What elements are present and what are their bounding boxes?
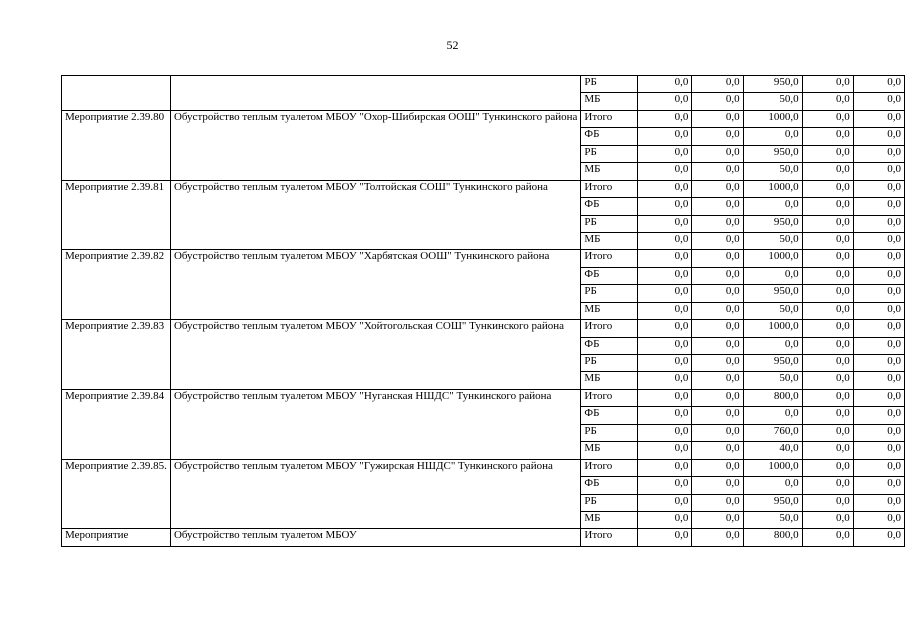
funding-source-cell: ФБ [581,337,638,354]
amount-cell: 0,0 [692,442,743,459]
amount-cell: 0,0 [802,389,853,406]
amount-cell: 0,0 [802,250,853,267]
description-text: Обустройство теплым туалетом МБОУ [173,529,357,542]
amount-cell: 0,0 [692,424,743,441]
amount-cell: 0,0 [853,128,904,145]
table-row [62,320,905,337]
amount-cell: 0,0 [692,511,743,528]
amount-cell: 0,0 [638,110,692,127]
amount-cell: 0,0 [802,494,853,511]
table-row [62,459,905,476]
amount-cell: 50,0 [743,93,802,110]
description-cell [170,320,580,390]
amount-cell: 0,0 [692,302,743,319]
table-row [62,110,905,127]
event-label: Мероприятие 2.39.82 [65,250,165,263]
funding-source-cell: МБ [581,511,638,528]
amount-cell: 0,0 [743,407,802,424]
event-cell [62,459,171,529]
event-cell [62,180,171,250]
event-label: Мероприятие [65,529,129,542]
amount-cell: 0,0 [638,477,692,494]
event-cell [62,76,171,111]
amount-cell: 0,0 [802,110,853,127]
amount-cell: 0,0 [802,442,853,459]
amount-cell: 0,0 [853,76,904,93]
amount-cell: 0,0 [853,110,904,127]
amount-cell: 0,0 [692,198,743,215]
table-row [62,389,905,406]
amount-cell: 0,0 [853,494,904,511]
description-cell [170,389,580,459]
description-text: Обустройство теплым туалетом МБОУ "Харбятская ООШ" Тункинского района [173,250,550,263]
funding-source-cell: РБ [581,215,638,232]
amount-cell: 0,0 [638,198,692,215]
amount-cell: 0,0 [802,285,853,302]
amount-cell: 0,0 [638,529,692,546]
amount-cell: 0,0 [802,93,853,110]
amount-cell: 0,0 [853,198,904,215]
funding-source-cell: Итого [581,250,638,267]
amount-cell: 0,0 [638,459,692,476]
funding-source-cell: ФБ [581,267,638,284]
amount-cell: 0,0 [692,145,743,162]
amount-cell: 0,0 [638,145,692,162]
amount-cell: 50,0 [743,302,802,319]
amount-cell: 0,0 [743,267,802,284]
amount-cell: 40,0 [743,442,802,459]
event-cell [62,250,171,320]
amount-cell: 0,0 [692,285,743,302]
amount-cell: 0,0 [692,372,743,389]
funding-source-cell: МБ [581,442,638,459]
amount-cell: 0,0 [802,320,853,337]
amount-cell: 950,0 [743,215,802,232]
amount-cell: 50,0 [743,511,802,528]
amount-cell: 0,0 [692,180,743,197]
funding-source-cell: МБ [581,302,638,319]
funding-source-cell: РБ [581,285,638,302]
amount-cell: 0,0 [638,163,692,180]
funding-source-cell: ФБ [581,198,638,215]
funding-source-cell: РБ [581,145,638,162]
amount-cell: 0,0 [743,198,802,215]
description-cell [170,459,580,529]
funding-source-cell: МБ [581,93,638,110]
event-label: Мероприятие 2.39.85. [65,459,167,472]
amount-cell: 0,0 [638,355,692,372]
amount-cell: 1000,0 [743,250,802,267]
event-label: Мероприятие 2.39.80 [65,110,165,123]
amount-cell: 0,0 [692,337,743,354]
amount-cell: 0,0 [853,180,904,197]
description-text: Обустройство теплым туалетом МБОУ "Гужирская НШДС" Тункинского района [173,459,553,472]
description-text: Обустройство теплым туалетом МБОУ "Нуганская НШДС" Тункинского района [173,389,552,402]
amount-cell: 0,0 [692,494,743,511]
amount-cell: 0,0 [638,215,692,232]
amount-cell: 0,0 [802,198,853,215]
table-row [62,250,905,267]
amount-cell: 0,0 [853,267,904,284]
amount-cell: 0,0 [638,442,692,459]
amount-cell: 0,0 [853,250,904,267]
amount-cell: 1000,0 [743,110,802,127]
amount-cell: 0,0 [743,128,802,145]
funding-source-cell: МБ [581,163,638,180]
amount-cell: 0,0 [692,215,743,232]
amount-cell: 0,0 [802,511,853,528]
amount-cell: 0,0 [692,93,743,110]
funding-source-cell: РБ [581,355,638,372]
amount-cell: 0,0 [853,372,904,389]
funding-source-cell: Итого [581,320,638,337]
funding-source-cell: РБ [581,424,638,441]
funding-source-cell: РБ [581,494,638,511]
amount-cell: 0,0 [853,163,904,180]
amount-cell: 0,0 [638,76,692,93]
table-row [62,529,905,546]
amount-cell: 1000,0 [743,180,802,197]
amount-cell: 0,0 [802,424,853,441]
description-cell [170,110,580,180]
amount-cell: 950,0 [743,355,802,372]
amount-cell: 1000,0 [743,459,802,476]
amount-cell: 0,0 [853,337,904,354]
amount-cell: 0,0 [692,355,743,372]
description-cell [170,250,580,320]
amount-cell: 0,0 [638,372,692,389]
amount-cell: 0,0 [853,529,904,546]
amount-cell: 0,0 [638,93,692,110]
amount-cell: 0,0 [638,285,692,302]
amount-cell: 950,0 [743,494,802,511]
amount-cell: 0,0 [638,302,692,319]
amount-cell: 0,0 [853,424,904,441]
amount-cell: 50,0 [743,163,802,180]
amount-cell: 0,0 [638,389,692,406]
amount-cell: 950,0 [743,145,802,162]
description-text: Обустройство теплым туалетом МБОУ "Хойтогольская СОШ" Тункинского района [173,320,565,333]
amount-cell: 0,0 [692,529,743,546]
table-row [62,76,905,93]
amount-cell: 0,0 [802,267,853,284]
amount-cell: 0,0 [638,494,692,511]
amount-cell: 0,0 [802,215,853,232]
amount-cell: 0,0 [638,128,692,145]
amount-cell: 760,0 [743,424,802,441]
amount-cell: 0,0 [802,302,853,319]
amount-cell: 0,0 [692,76,743,93]
amount-cell: 0,0 [743,477,802,494]
amount-cell: 0,0 [692,477,743,494]
amount-cell: 0,0 [853,302,904,319]
amount-cell: 0,0 [802,459,853,476]
amount-cell: 0,0 [692,389,743,406]
funding-source-cell: МБ [581,372,638,389]
amount-cell: 800,0 [743,389,802,406]
amount-cell: 0,0 [638,511,692,528]
amount-cell: 0,0 [802,477,853,494]
amount-cell: 0,0 [692,250,743,267]
amount-cell: 0,0 [802,232,853,249]
amount-cell: 0,0 [638,267,692,284]
event-cell [62,110,171,180]
amount-cell: 0,0 [692,232,743,249]
event-label: Мероприятие 2.39.84 [65,389,165,402]
amount-cell: 0,0 [802,372,853,389]
funding-source-cell: Итого [581,459,638,476]
amount-cell: 0,0 [853,407,904,424]
funding-source-cell: Итого [581,180,638,197]
event-cell [62,320,171,390]
event-cell [62,389,171,459]
amount-cell: 0,0 [802,76,853,93]
amount-cell: 0,0 [638,180,692,197]
funding-source-cell: ФБ [581,407,638,424]
amount-cell: 0,0 [802,180,853,197]
funding-source-cell: Итого [581,110,638,127]
amount-cell: 0,0 [692,320,743,337]
amount-cell: 0,0 [802,529,853,546]
amount-cell: 0,0 [853,355,904,372]
description-cell [170,180,580,250]
funding-source-cell: Итого [581,529,638,546]
event-label: Мероприятие 2.39.81 [65,180,165,193]
amount-cell: 1000,0 [743,320,802,337]
amount-cell: 800,0 [743,529,802,546]
funding-source-cell: ФБ [581,128,638,145]
funding-source-cell: Итого [581,389,638,406]
amount-cell: 0,0 [853,389,904,406]
event-label: Мероприятие 2.39.83 [65,320,165,333]
event-cell [62,529,171,546]
page-number: 52 [446,38,459,52]
amount-cell: 0,0 [802,128,853,145]
amount-cell: 0,0 [802,337,853,354]
amount-cell: 0,0 [692,407,743,424]
amount-cell: 0,0 [692,267,743,284]
amount-cell: 0,0 [853,93,904,110]
amount-cell: 950,0 [743,285,802,302]
amount-cell: 50,0 [743,372,802,389]
amount-cell: 0,0 [853,285,904,302]
description-text: Обустройство теплым туалетом МБОУ "Толтойская СОШ" Тункинского района [173,180,548,193]
amount-cell: 0,0 [853,215,904,232]
funding-source-cell: РБ [581,76,638,93]
funding-source-cell: МБ [581,232,638,249]
amount-cell: 0,0 [638,407,692,424]
amount-cell: 50,0 [743,232,802,249]
amount-cell: 0,0 [853,511,904,528]
amount-cell: 0,0 [802,355,853,372]
amount-cell: 0,0 [743,337,802,354]
amount-cell: 0,0 [692,128,743,145]
amount-cell: 0,0 [692,163,743,180]
amount-cell: 0,0 [692,459,743,476]
amount-cell: 0,0 [638,232,692,249]
amount-cell: 950,0 [743,76,802,93]
table-row [62,180,905,197]
description-text: Обустройство теплым туалетом МБОУ "Охор-Шибирская ООШ" Тункинского района [173,110,578,123]
amount-cell: 0,0 [802,407,853,424]
amount-cell: 0,0 [853,442,904,459]
amount-cell: 0,0 [638,337,692,354]
amount-cell: 0,0 [853,145,904,162]
amount-cell: 0,0 [802,163,853,180]
amount-cell: 0,0 [853,477,904,494]
funding-table [61,75,905,547]
amount-cell: 0,0 [853,320,904,337]
funding-table-body [62,76,905,547]
amount-cell: 0,0 [638,320,692,337]
amount-cell: 0,0 [853,232,904,249]
amount-cell: 0,0 [802,145,853,162]
description-cell [170,529,580,546]
description-cell [170,76,580,111]
amount-cell: 0,0 [692,110,743,127]
amount-cell: 0,0 [638,250,692,267]
amount-cell: 0,0 [638,424,692,441]
amount-cell: 0,0 [853,459,904,476]
funding-source-cell: ФБ [581,477,638,494]
